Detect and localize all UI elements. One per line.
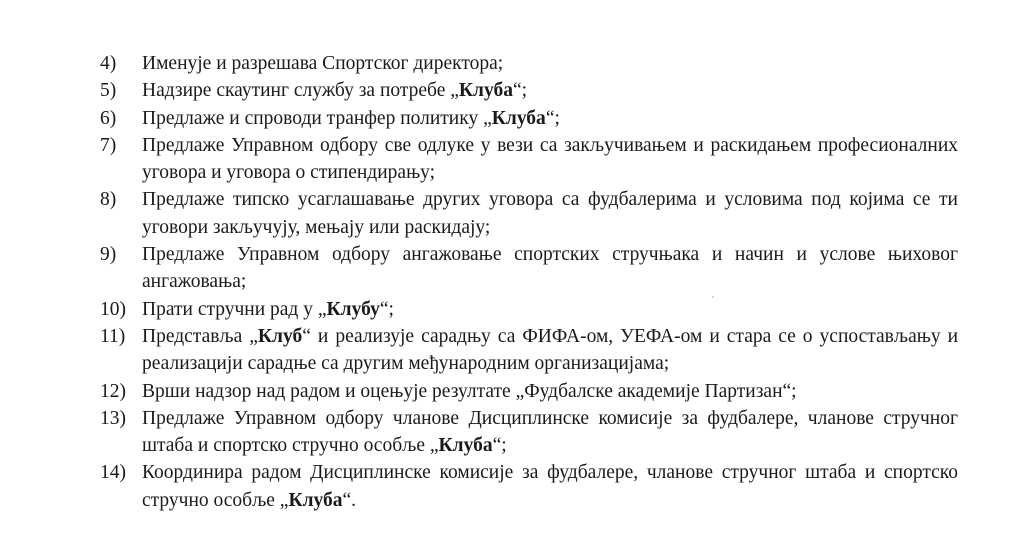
item-number: 9) [100,244,117,266]
item-text [142,77,958,104]
list-item [100,105,958,132]
club-name-bold: Клубу [326,298,380,320]
list-item [100,241,958,296]
item-text [142,186,958,241]
item-text [142,50,958,77]
text-segment: Предлаже Управном одбору чланове Дисциплинске комисије за фудбалере, чланове стручног штаба и спортско стручно особље „ [142,407,958,457]
text-segment: Предлаже Управном одбору све одлуке у вези са закључивањем и раскидањем професионалних уговора и уговора о стипендирању; [142,134,958,184]
text-segment: Надзире скаутинг службу за потребе „ [142,80,459,102]
text-segment: “; [512,80,528,102]
text-segment: Предлаже и спроводи транфер политику „ [142,107,492,129]
list-item [100,50,958,77]
item-number: 4) [100,53,117,74]
item-text [142,241,958,296]
text-segment: Координира радом Дисциплинске комисије за фудбалере, чланове стручног штаба и спортско стручно особље „ [142,462,958,511]
list-item [100,323,958,378]
list-item [100,77,958,104]
list-item [100,378,958,405]
item-text [142,459,958,514]
item-number: 10) [100,298,126,320]
text-segment: “; [492,435,507,457]
item-number: 14) [100,462,126,484]
text-segment: “ и реализује сарадњу са ФИФА-ом, УЕФА-ом и стара се о успостављању и реализацији сарадње са другим међународним организацијама; [142,325,959,375]
item-number: 12) [100,380,126,402]
list-item [100,459,958,514]
text-segment: Представља „ [142,325,258,347]
club-name-bold: Клуб [257,325,303,347]
list-item [100,296,958,323]
item-text [142,132,958,187]
item-number: 6) [100,107,117,129]
text-segment: Именује и разрешава Спортског директора; [142,53,504,74]
list-item [100,186,958,241]
text-segment: “; [379,298,394,320]
text-segment: Предлаже типско усаглашавање других уговора са фудбалерима и условима под којима се ти уговори закључују, мењају или раскидају; [142,189,958,238]
item-text [142,105,958,132]
text-segment: “; [545,107,560,129]
club-name-bold: Клуба [491,107,546,129]
club-name-bold: Клуба [288,489,343,511]
item-number: 8) [100,189,117,211]
text-segment: Врши надзор над радом и оцењује резултате „Фудбалске академије Партизан“; [142,380,797,402]
text-segment: “. [342,489,357,511]
text-segment: Прати стручни рад у „ [142,298,327,320]
item-number: 11) [100,325,126,347]
list-item [100,405,958,460]
scan-speck [712,296,714,298]
item-text [142,323,958,378]
club-name-bold: Клуба [438,435,493,457]
item-number: 5) [100,80,117,102]
item-number: 7) [100,134,117,156]
list-item [100,132,958,187]
text-segment: Предлаже Управном одбору ангажовање спортских стручњака и начин и услове њиховог ангажовања; [142,244,958,293]
duties-list [100,50,958,514]
club-name-bold: Клуба [458,80,513,102]
item-text [142,405,958,460]
item-number: 13) [100,407,126,429]
item-text [142,296,958,323]
item-text [142,378,958,405]
